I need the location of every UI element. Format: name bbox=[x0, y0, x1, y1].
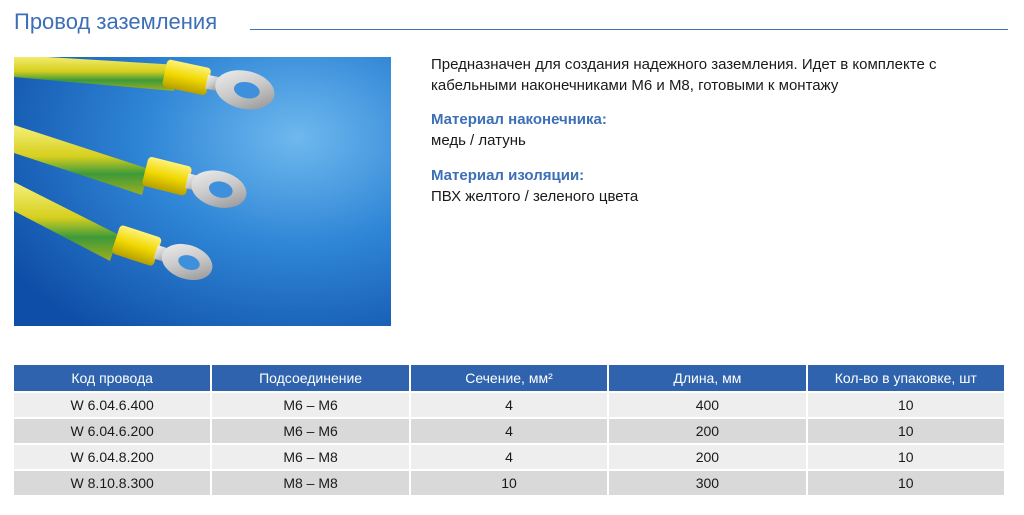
table-cell: 400 bbox=[609, 393, 805, 417]
insulation-value: ПВХ желтого / зеленого цвета bbox=[431, 188, 639, 205]
header-cell: Кол-во в упаковке, шт bbox=[808, 365, 1004, 391]
table-cell: W 6.04.8.200 bbox=[14, 445, 210, 469]
insulation-heading: Материал изоляции: bbox=[431, 167, 585, 184]
table-cell: 200 bbox=[609, 445, 805, 469]
table-cell: 200 bbox=[609, 419, 805, 443]
table-cell: 10 bbox=[808, 393, 1004, 417]
table-row bbox=[14, 419, 1004, 443]
product-photo bbox=[14, 57, 391, 326]
table-row bbox=[14, 393, 1004, 417]
table-cell: М8 – М8 bbox=[212, 471, 408, 495]
title-divider bbox=[250, 29, 1008, 30]
table-cell: 10 bbox=[808, 471, 1004, 495]
header-cell: Код провода bbox=[14, 365, 210, 391]
table-cell: 4 bbox=[411, 419, 607, 443]
table-cell: М6 – М6 bbox=[212, 419, 408, 443]
table-cell: W 6.04.6.200 bbox=[14, 419, 210, 443]
tip-material-heading: Материал наконечника: bbox=[431, 111, 607, 128]
table-row bbox=[14, 445, 1004, 469]
table-cell: 4 bbox=[411, 445, 607, 469]
tip-material-value: медь / латунь bbox=[431, 132, 526, 149]
table-cell: W 6.04.6.400 bbox=[14, 393, 210, 417]
table-cell: 10 bbox=[411, 471, 607, 495]
header-cell: Сечение, мм² bbox=[411, 365, 607, 391]
specs-table bbox=[12, 363, 1006, 497]
table-cell: М6 – М8 bbox=[212, 445, 408, 469]
table-cell: М6 – М6 bbox=[212, 393, 408, 417]
table-row bbox=[14, 471, 1004, 495]
table-header-row bbox=[14, 365, 1004, 391]
page-title: Провод заземления bbox=[14, 9, 218, 34]
grounding-wire-image bbox=[14, 57, 391, 326]
header-cell: Подсоединение bbox=[212, 365, 408, 391]
table-cell: W 8.10.8.300 bbox=[14, 471, 210, 495]
table-cell: 300 bbox=[609, 471, 805, 495]
description-block bbox=[431, 54, 1016, 207]
table-cell: 10 bbox=[808, 419, 1004, 443]
header-cell: Длина, мм bbox=[609, 365, 805, 391]
table-cell: 10 bbox=[808, 445, 1004, 469]
description-text: Предназначен для создания надежного заземления. Идет в комплекте с кабельными наконечниками М6 и М8, готовыми к монтажу bbox=[431, 56, 937, 94]
table-cell: 4 bbox=[411, 393, 607, 417]
